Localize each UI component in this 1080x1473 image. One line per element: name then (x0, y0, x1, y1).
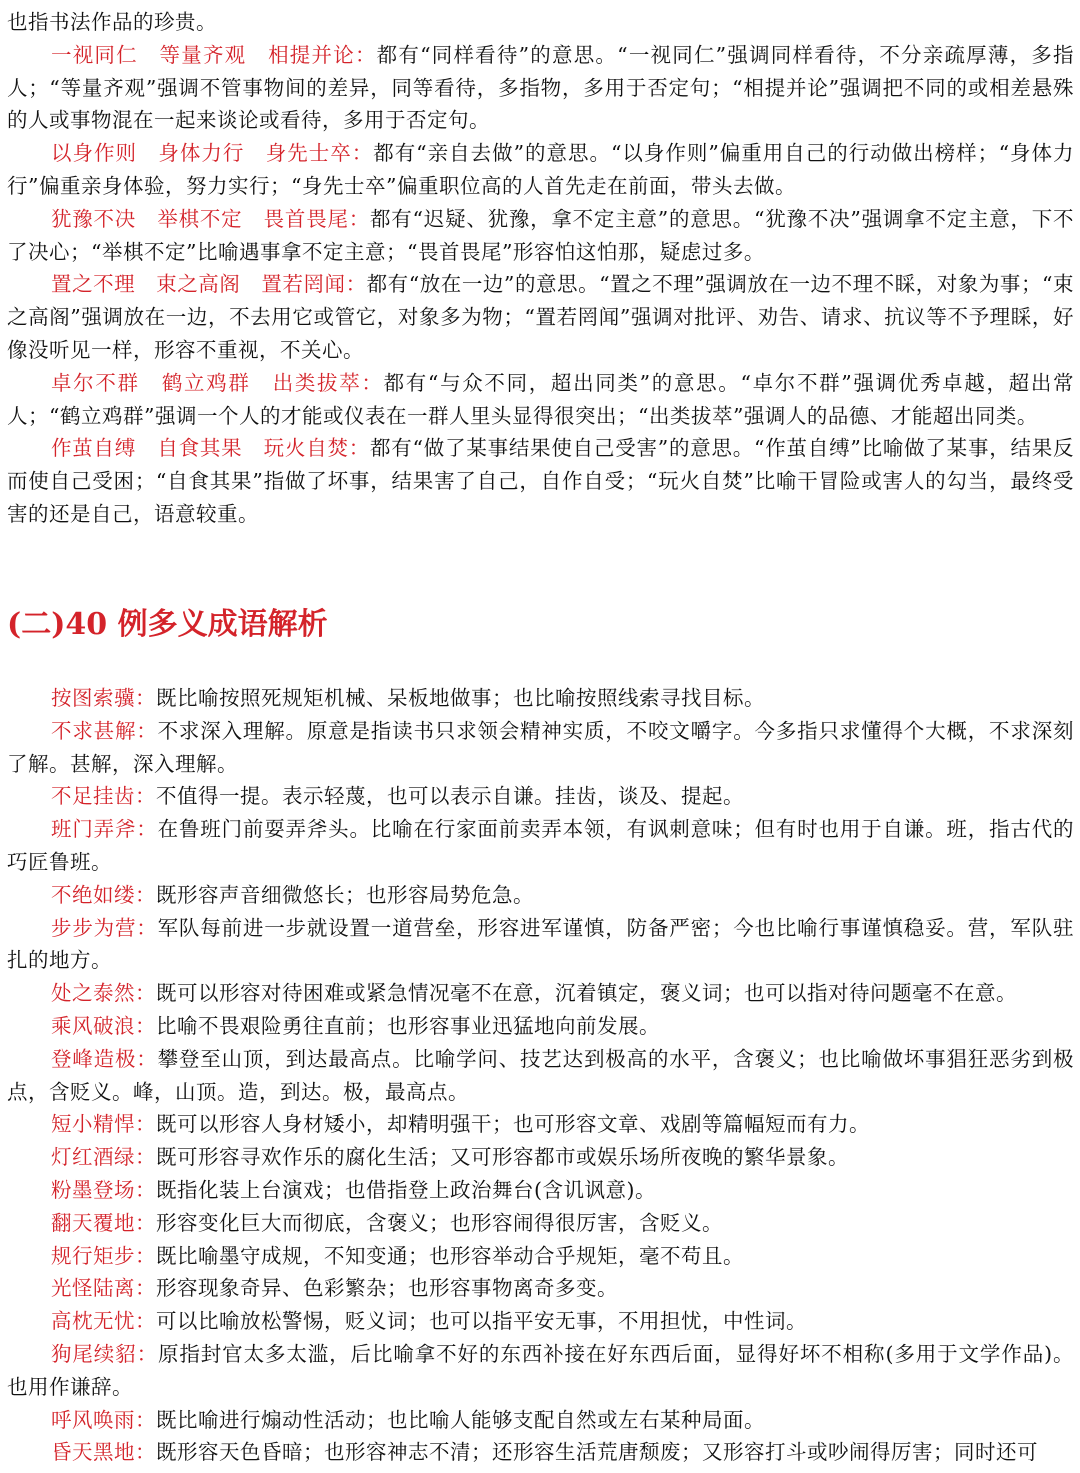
idiom-explanation: 既形容天色昏暗；也形容神志不清；还形容生活荒唐颓废；又形容打斗或吵闹得厉害；同时还可 (156, 1440, 1038, 1465)
idiom-term: 高枕无忧： (51, 1309, 156, 1334)
idiom-term: 不绝如缕： (51, 882, 156, 907)
idiom-entry (0, 1108, 1080, 1141)
idiom-term: 呼风唤雨： (51, 1407, 156, 1432)
idiom-explanation: 既比喻进行煽动性活动；也比喻人能够支配自然或左右某种局面。 (156, 1407, 765, 1432)
idiom-explanation: 原指封官太多太滥，后比喻拿不好的东西补接在好东西后面，显得好坏不相称(多用于文学作品)。也用作谦辞。 (7, 1341, 1074, 1399)
idiom-term: 光怪陆离： (51, 1276, 156, 1301)
synonym-group (0, 268, 1080, 366)
idiom-explanation: 既比喻按照死规矩机械、呆板地做事；也比喻按照线索寻找目标。 (156, 686, 765, 710)
idiom-explanation: 都有“亲自去做”的意思。“以身作则”偏重用自己的行动做出榜样；“身体力行”偏重亲身体验，努力实行；“身先士卒”偏重职位高的人首先走在前面，带头去做。 (7, 141, 1074, 198)
idiom-explanation: 都有“做了某事结果使自己受害”的意思。“作茧自缚”比喻做了某事，结果反而使自己受困；“自食其果”指做了坏事，结果害了自己，自作自受；“玩火自焚”比喻干冒险或害人的勾当，最终受害的还是自己，语意较重。 (7, 436, 1075, 526)
synonym-group (0, 432, 1080, 530)
idiom-term: 一视同仁 等量齐观 相提并论： (51, 42, 377, 67)
idiom-entry (0, 1272, 1080, 1305)
idiom-explanation: 形容现象奇异、色彩繁杂；也形容事物离奇多变。 (156, 1276, 618, 1301)
idiom-entry (0, 879, 1080, 912)
idiom-explanation: 都有“与众不同，超出同类”的意思。“卓尔不群”强调优秀卓越，超出常人；“鹤立鸡群”强调一个人的才能或仪表在一群人里头显得很突出；“出类拔萃”强调人的品德、才能超出同类。 (7, 370, 1074, 428)
idiom-entry (0, 1141, 1080, 1174)
idiom-entry (0, 1338, 1080, 1404)
synonym-group (0, 367, 1080, 433)
idiom-term: 作茧自缚 自食其果 玩火自焚： (51, 436, 371, 461)
idiom-explanation: 不值得一提。表示轻蔑，也可以表示自谦。挂齿，谈及、提起。 (156, 784, 744, 809)
idiom-entry (0, 1174, 1080, 1207)
idiom-entry (0, 912, 1080, 978)
idiom-explanation: 形容变化巨大而彻底，含褒义；也形容闹得很厉害，含贬义。 (156, 1210, 723, 1235)
idiom-term: 登峰造极： (51, 1046, 158, 1071)
idiom-term: 粉墨登场： (51, 1177, 156, 1202)
idiom-explanation: 既指化装上台演戏；也借指登上政治舞台(含讥讽意)。 (156, 1177, 656, 1202)
idiom-term: 不足挂齿： (51, 784, 156, 809)
idiom-term: 置之不理 束之高阁 置若罔闻： (51, 272, 367, 297)
idiom-entry (0, 1207, 1080, 1240)
idiom-term: 灯红酒绿： (51, 1145, 156, 1170)
synonym-groups (0, 39, 1080, 531)
idiom-explanation: 既可以形容人身材矮小，却精明强干；也可形容文章、戏剧等篇幅短而有力。 (156, 1112, 870, 1137)
idiom-term: 犹豫不决 举棋不定 畏首畏尾： (51, 206, 371, 231)
idiom-term: 卓尔不群 鹤立鸡群 出类拔萃： (51, 370, 384, 395)
idiom-term: 班门弄斧： (51, 817, 158, 842)
idiom-term: 不求甚解： (51, 718, 158, 743)
idiom-entry (0, 1404, 1080, 1437)
idiom-entry (0, 1043, 1080, 1109)
synonym-group (0, 203, 1080, 269)
idiom-explanation: 军队每前进一步就设置一道营垒，形容进军谨慎，防备严密；今也比喻行事谨慎稳妥。营，军队驻扎的地方。 (7, 915, 1075, 973)
idiom-explanation: 在鲁班门前耍弄斧头。比喻在行家面前卖弄本领，有讽刺意味；但有时也用于自谦。班，指古代的巧匠鲁班。 (7, 817, 1075, 874)
synonym-group (0, 39, 1080, 137)
idiom-term: 翻天覆地： (51, 1210, 156, 1235)
idiom-term: 处之泰然： (51, 981, 156, 1006)
idiom-explanation: 既比喻墨守成规，不知变通；也形容举动合乎规矩，毫不苟且。 (156, 1243, 744, 1268)
idiom-entry (0, 1305, 1080, 1338)
idiom-explanation: 既可形容寻欢作乐的腐化生活；又可形容都市或娱乐场所夜晚的繁华景象。 (156, 1145, 849, 1170)
idiom-term: 乘风破浪： (51, 1013, 156, 1038)
synonym-group (0, 137, 1080, 203)
idiom-explanation: 都有“同样看待”的意思。“一视同仁”强调同样看待，不分亲疏厚薄，多指人；“等量齐观”强调不管事物间的差异，同等看待，多指物，多用于否定句；“相提并论”强调把不同的或相差悬殊的人或事物混在一起来谈论或看待，多用于否定句。 (7, 42, 1075, 133)
idiom-explanation: 攀登至山顶，到达最高点。比喻学问、技艺达到极高的水平，含褒义；也比喻做坏事猖狂恶劣到极点，含贬义。峰，山顶。造，到达。极，最高点。 (7, 1046, 1075, 1104)
idiom-entry (0, 977, 1080, 1010)
idiom-term: 昏天黑地： (51, 1440, 156, 1465)
idiom-explanation: 可以比喻放松警惕，贬义词；也可以指平安无事，不用担忧，中性词。 (156, 1309, 807, 1334)
section-heading: (二)40 例多义成语解析 (7, 607, 328, 642)
section-heading-block (0, 605, 1080, 645)
idiom-term: 按图索骥： (51, 686, 156, 710)
idiom-entries (0, 682, 1080, 1469)
idiom-explanation: 都有“放在一边”的意思。“置之不理”强调放在一边不理不睬，对象为事；“束之高阁”强调放在一边，不去用它或管它，对象多为物；“置若罔闻”强调对批评、劝告、请求、抗议等不予理睬，好像没听见一样，形容不重视，不关心。 (7, 272, 1074, 362)
idiom-term: 短小精悍： (51, 1112, 156, 1137)
idiom-explanation: 既形容声音细微悠长；也形容局势危急。 (156, 882, 534, 907)
idiom-entry (0, 715, 1080, 781)
intro-line: 也指书法作品的珍贵。 (7, 10, 217, 34)
idiom-entry (0, 780, 1080, 813)
idiom-explanation: 不求深入理解。原意是指读书只求领会精神实质，不咬文嚼字。今多指只求懂得个大概，不求深刻了解。甚解，深入理解。 (7, 718, 1075, 776)
synonym-comparison-section (0, 6, 1080, 531)
idiom-entry (0, 1240, 1080, 1273)
polysemous-idioms-section (0, 682, 1080, 1469)
idiom-term: 规行矩步： (51, 1243, 156, 1268)
idiom-term: 以身作则 身体力行 身先士卒： (51, 141, 374, 166)
idiom-term: 步步为营： (51, 915, 158, 940)
idiom-entry (0, 1436, 1080, 1469)
idiom-explanation: 比喻不畏艰险勇往直前；也形容事业迅猛地向前发展。 (156, 1013, 660, 1038)
idiom-explanation: 既可以形容对待困难或紧急情况毫不在意，沉着镇定，褒义词；也可以指对待问题毫不在意。 (156, 981, 1017, 1006)
idiom-explanation: 都有“迟疑、犹豫，拿不定主意”的意思。“犹豫不决”强调拿不定主意，下不了决心；“举棋不定”比喻遇事拿不定主意；“畏首畏尾”形容怕这怕那，疑虑过多。 (7, 206, 1075, 264)
idiom-entry (0, 682, 1080, 715)
idiom-entry (0, 813, 1080, 879)
idiom-entry (0, 1010, 1080, 1043)
idiom-term: 狗尾续貂： (51, 1341, 158, 1366)
